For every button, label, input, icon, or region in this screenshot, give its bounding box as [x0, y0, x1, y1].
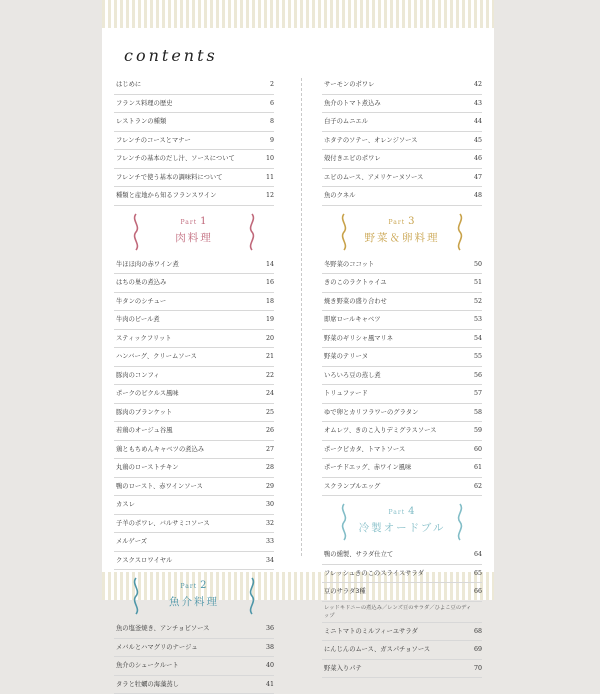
- entry-page-number: 36: [266, 620, 274, 637]
- toc-entry: [114, 113, 274, 132]
- part4-heading: [322, 496, 482, 546]
- toc-entry: [322, 404, 482, 423]
- entry-page-number: 48: [474, 187, 482, 204]
- toc-entry: [114, 132, 274, 151]
- entry-title: サーモンのポワレ: [324, 76, 374, 93]
- entry-page-number: 70: [474, 660, 482, 677]
- toc-entry: [114, 422, 274, 441]
- entry-title: トリュファード: [324, 385, 368, 402]
- entry-page-number: 21: [266, 348, 274, 365]
- toc-entry: [322, 293, 482, 312]
- entry-page-number: 24: [266, 385, 274, 402]
- entry-title: 丸鶏のローストチキン: [116, 459, 179, 476]
- toc-entry: [322, 256, 482, 275]
- sub-note-row: [322, 602, 482, 623]
- toc-entry: [322, 187, 482, 206]
- entry-title: 魚のクネル: [324, 187, 355, 204]
- toc-entry: [114, 459, 274, 478]
- toc-entry: [114, 552, 274, 571]
- entry-title: フレンチで使う基本の調味料について: [116, 169, 223, 186]
- entry-page-number: 18: [266, 293, 274, 310]
- toc-entry: [322, 113, 482, 132]
- entry-page-number: 34: [266, 552, 274, 569]
- entry-page-number: 45: [474, 132, 482, 149]
- column-divider: [301, 78, 302, 556]
- entry-title: タラと牡蠣の海藻蒸し: [116, 676, 179, 693]
- part4-label: Part: [389, 509, 406, 516]
- part2-heading: [114, 570, 274, 620]
- toc-entry: [322, 660, 482, 679]
- toc-entry: [322, 459, 482, 478]
- toc-entry: [114, 330, 274, 349]
- toc-entry: [322, 641, 482, 660]
- part3-label: Part: [389, 219, 406, 226]
- entry-title: 牛ほほ肉の赤ワイン煮: [116, 256, 179, 273]
- entry-title: ポークピカタ、トマトソース: [324, 441, 405, 458]
- entry-page-number: 65: [474, 565, 482, 582]
- entry-page-number: 58: [474, 404, 482, 421]
- entry-page-number: 28: [266, 459, 274, 476]
- toc-entry: [322, 95, 482, 114]
- top-stripe-border: [102, 0, 494, 28]
- part1-heading: [114, 206, 274, 256]
- toc-entry: [114, 496, 274, 515]
- entry-page-number: 38: [266, 639, 274, 656]
- entry-title: エビのムース、アメリケーヌソース: [324, 169, 423, 186]
- entry-page-number: 6: [270, 95, 274, 112]
- toc-entry: [114, 639, 274, 658]
- entry-page-number: 52: [474, 293, 482, 310]
- entry-page-number: 11: [266, 169, 274, 186]
- entry-title: はちの巣の煮込み: [116, 274, 166, 291]
- toc-entry: [114, 515, 274, 534]
- toc-entry: [322, 274, 482, 293]
- entry-page-number: 43: [474, 95, 482, 112]
- toc-entry: [322, 583, 482, 602]
- toc-entry: [114, 95, 274, 114]
- toc-entry: [114, 150, 274, 169]
- entry-title: フレンチの基本のだし汁、ソースについて: [116, 150, 235, 167]
- entry-title: 子羊のポワレ、バルサミコソース: [116, 515, 210, 532]
- part1-label: Part: [181, 219, 198, 226]
- toc-entry: [114, 676, 274, 694]
- toc-entry: [114, 620, 274, 639]
- entry-title: 野菜入りパテ: [324, 660, 362, 677]
- entry-title: ミニトマトのミルフィーユサラダ: [324, 623, 418, 640]
- entry-title: ポーチドエッグ、赤ワイン風味: [324, 459, 411, 476]
- entry-page-number: 62: [474, 478, 482, 495]
- entry-page-number: 69: [474, 641, 482, 658]
- entry-title: レストランの種類: [116, 113, 166, 130]
- entry-page-number: 55: [474, 348, 482, 365]
- entry-title: 若鶏のオージュ谷風: [116, 422, 172, 439]
- entry-title: 冬野菜のココット: [324, 256, 374, 273]
- entry-page-number: 40: [266, 657, 274, 674]
- entry-page-number: 51: [474, 274, 482, 291]
- entry-title: 白子のムニエル: [324, 113, 368, 130]
- part3-title: 野菜＆卵料理: [322, 230, 482, 245]
- entry-title: 野菜のテリーヌ: [324, 348, 368, 365]
- toc-entry: [114, 657, 274, 676]
- toc-entry: [114, 348, 274, 367]
- entry-page-number: 44: [474, 113, 482, 130]
- toc-entry: [322, 385, 482, 404]
- entry-title: 豆のサラダ3種: [324, 583, 366, 600]
- entry-title: スクランブルエッグ: [324, 478, 380, 495]
- entry-page-number: 19: [266, 311, 274, 328]
- entry-title: メルゲーズ: [116, 533, 147, 550]
- entry-page-number: 50: [474, 256, 482, 273]
- entry-title: フレッシュきのこのスライスサラダ: [324, 565, 424, 582]
- entry-title: カスレ: [116, 496, 135, 513]
- right-column: [322, 76, 482, 678]
- entry-title: スティックフリット: [116, 330, 172, 347]
- entry-page-number: 2: [270, 76, 274, 93]
- entry-title: 魚の塩釜焼き、アンチョビソース: [116, 620, 209, 637]
- ornament-right-icon: [246, 576, 258, 616]
- part4-number: 4: [408, 506, 415, 517]
- entry-title: フレンチのコースとマナー: [116, 132, 191, 149]
- entry-title: 豚肉のコンフィ: [116, 367, 160, 384]
- ornament-right-icon: [454, 212, 466, 252]
- toc-entry: [322, 478, 482, 497]
- left-column: [114, 76, 274, 694]
- entry-page-number: 29: [266, 478, 274, 495]
- entry-title: 鴨のロースト、赤ワインソース: [116, 478, 203, 495]
- toc-entry: [114, 404, 274, 423]
- entry-page-number: 68: [474, 623, 482, 640]
- entry-title: 魚介のトマト煮込み: [324, 95, 381, 112]
- part2-title: 魚介料理: [114, 594, 274, 609]
- entry-title: オムレツ、きのこ入りデミグラスソース: [324, 422, 436, 439]
- entry-page-number: 54: [474, 330, 482, 347]
- entry-page-number: 10: [266, 150, 274, 167]
- toc-entry: [322, 150, 482, 169]
- entry-title: ポークのピクルス風味: [116, 385, 179, 402]
- entry-page-number: 9: [270, 132, 274, 149]
- entry-title: にんじんのムース、ガスパチョソース: [324, 641, 430, 658]
- entry-title: ハンバーグ、クリームソース: [116, 348, 197, 365]
- entry-title: フランス料理の歴史: [116, 95, 172, 112]
- entry-title: 野菜のギリシャ風マリネ: [324, 330, 393, 347]
- entry-title: 豚肉のブランケット: [116, 404, 172, 421]
- entry-title: クスクスロワイヤル: [116, 552, 172, 569]
- entry-page-number: 61: [474, 459, 482, 476]
- entry-page-number: 46: [474, 150, 482, 167]
- entry-page-number: 14: [266, 256, 274, 273]
- part3-heading: [322, 206, 482, 256]
- entry-page-number: 64: [474, 546, 482, 563]
- toc-entry: [114, 441, 274, 460]
- entry-title: メバルとハマグリのナージュ: [116, 639, 198, 656]
- toc-entry: [322, 546, 482, 565]
- toc-entry: [114, 169, 274, 188]
- entry-page-number: 22: [266, 367, 274, 384]
- entry-page-number: 33: [266, 533, 274, 550]
- entry-title: 魚介のシュークルート: [116, 657, 179, 674]
- toc-entry: [322, 311, 482, 330]
- entry-title: 鴨の燻製、サラダ仕立て: [324, 546, 393, 563]
- entry-page-number: 25: [266, 404, 274, 421]
- entry-page-number: 57: [474, 385, 482, 402]
- entry-page-number: 59: [474, 422, 482, 439]
- entry-page-number: 16: [266, 274, 274, 291]
- toc-entry: [322, 169, 482, 188]
- entry-title: 焼き野菜の盛り合わせ: [324, 293, 387, 310]
- toc-entry: [114, 478, 274, 497]
- ornament-right-icon: [454, 502, 466, 542]
- part4-title: 冷製オードブル: [322, 520, 482, 535]
- toc-entry: [322, 348, 482, 367]
- part3-number: 3: [408, 216, 415, 227]
- toc-entry: [322, 132, 482, 151]
- entry-title: 牛タンのシチュー: [116, 293, 166, 310]
- ornament-right-icon: [246, 212, 258, 252]
- entry-title: 即席ロールキャベツ: [324, 311, 381, 328]
- toc-entry: [322, 422, 482, 441]
- entry-page-number: 60: [474, 441, 482, 458]
- entry-title: 牛肉のビール煮: [116, 311, 160, 328]
- entry-page-number: 27: [266, 441, 274, 458]
- part2-number: 2: [200, 580, 207, 591]
- part1-title: 肉料理: [114, 230, 274, 245]
- toc-entry: [114, 293, 274, 312]
- part1-number: 1: [200, 216, 207, 227]
- entry-page-number: 41: [266, 676, 274, 693]
- toc-entry: [322, 623, 482, 642]
- entry-page-number: 66: [474, 583, 482, 600]
- toc-entry: [322, 330, 482, 349]
- entry-page-number: 30: [266, 496, 274, 513]
- toc-entry: [114, 76, 274, 95]
- entry-title: はじめに: [116, 76, 141, 93]
- toc-entry: [114, 533, 274, 552]
- entry-title: 鶏ともちめんキャベツの煮込み: [116, 441, 204, 458]
- sub-note: レッドキドニーの煮込み／レンズ豆のサラダ／ひよこ豆のディップ: [324, 604, 474, 620]
- toc-entry: [114, 274, 274, 293]
- toc-entry: [322, 441, 482, 460]
- entry-page-number: 8: [270, 113, 274, 130]
- toc-entry: [114, 311, 274, 330]
- entry-page-number: 42: [474, 76, 482, 93]
- entry-title: ゆで卵とカリフラワーのグラタン: [324, 404, 418, 421]
- part2-label: Part: [181, 583, 198, 590]
- entry-page-number: 56: [474, 367, 482, 384]
- page-title: contents: [124, 46, 218, 65]
- entry-page-number: 26: [266, 422, 274, 439]
- toc-entry: [322, 565, 482, 584]
- toc-entry: [322, 76, 482, 95]
- toc-entry: [114, 367, 274, 386]
- book-page: [102, 0, 494, 600]
- entry-page-number: 47: [474, 169, 482, 186]
- toc-entry: [114, 187, 274, 206]
- entry-title: きのこのラクトゥイユ: [324, 274, 387, 291]
- entry-page-number: 20: [266, 330, 274, 347]
- entry-page-number: 12: [266, 187, 274, 204]
- entry-page-number: 53: [474, 311, 482, 328]
- entry-title: いろいろ豆の蒸し煮: [324, 367, 381, 384]
- entry-title: 殻付きエビのポワレ: [324, 150, 381, 167]
- entry-title: 種類と産地から知るフランスワイン: [116, 187, 216, 204]
- entry-page-number: 32: [266, 515, 274, 532]
- toc-entry: [114, 385, 274, 404]
- entry-title: ホタテのソテー、オレンジソース: [324, 132, 417, 149]
- toc-entry: [322, 367, 482, 386]
- toc-entry: [114, 256, 274, 275]
